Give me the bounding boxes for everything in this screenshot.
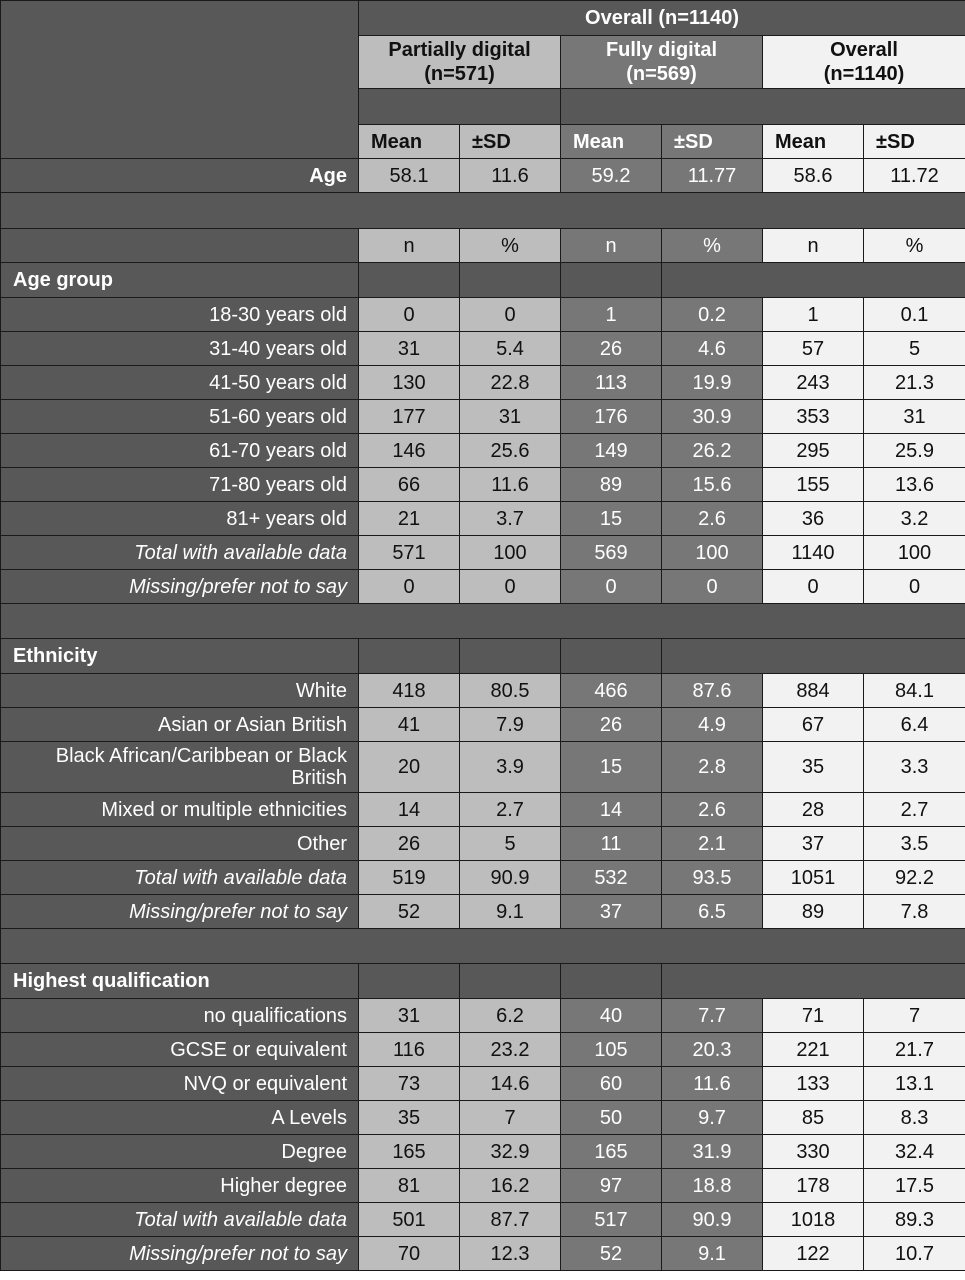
cell-value: 25.6: [460, 434, 561, 468]
sd-header: ±SD: [460, 125, 561, 159]
section-spacer: [561, 964, 662, 999]
cell-value: 30.9: [662, 400, 763, 434]
table-row: [1, 332, 965, 366]
cell-value: 87.6: [662, 674, 763, 708]
cell-value: 155: [763, 468, 864, 502]
cell-value: 20.3: [662, 1033, 763, 1067]
cell-value: 17.5: [864, 1169, 965, 1203]
table-row: [1, 827, 965, 861]
cell-value: 5: [460, 827, 561, 861]
row-label: NVQ or equivalent: [1, 1067, 359, 1101]
cell-value: 165: [561, 1135, 662, 1169]
cell-value: 20: [359, 742, 460, 793]
cell-value: 7.8: [864, 895, 965, 929]
cell-value: 2.7: [460, 793, 561, 827]
mean-header: Mean: [561, 125, 662, 159]
section-spacer: [359, 964, 460, 999]
cell-value: 3.3: [864, 742, 965, 793]
table-row: [1, 434, 965, 468]
cell-value: 519: [359, 861, 460, 895]
cell-value: 501: [359, 1203, 460, 1237]
n-header: n: [763, 229, 864, 263]
cell-value: 80.5: [460, 674, 561, 708]
cell-value: 243: [763, 366, 864, 400]
cell-value: 35: [359, 1101, 460, 1135]
cell-value: 176: [561, 400, 662, 434]
sd-header: ±SD: [864, 125, 965, 159]
group-header-overall: [763, 36, 965, 89]
cell-value: 5.4: [460, 332, 561, 366]
row-label: 18-30 years old: [1, 298, 359, 332]
cell-value: 9.1: [662, 1237, 763, 1271]
group-n: (n=569): [626, 63, 697, 85]
cell-value: 177: [359, 400, 460, 434]
cell-value: 122: [763, 1237, 864, 1271]
row-label: 61-70 years old: [1, 434, 359, 468]
group-label: Fully digital: [605, 39, 718, 61]
cell-value: 8.3: [864, 1101, 965, 1135]
cell-value: 6.5: [662, 895, 763, 929]
cell-value: 7: [864, 999, 965, 1033]
cell-value: 2.7: [864, 793, 965, 827]
row-label: A Levels: [1, 1101, 359, 1135]
table-row: [1, 999, 965, 1033]
cell-value: 15: [561, 502, 662, 536]
cell-value: 9.1: [460, 895, 561, 929]
cell-value: 0: [561, 570, 662, 604]
row-label: Total with available data: [1, 1203, 359, 1237]
cell-value: 26.2: [662, 434, 763, 468]
cell-value: 1: [763, 298, 864, 332]
row-label: 41-50 years old: [1, 366, 359, 400]
cell-value: 466: [561, 674, 662, 708]
cell-value: 116: [359, 1033, 460, 1067]
cell-value: 1140: [763, 536, 864, 570]
cell-value: 37: [561, 895, 662, 929]
cell-value: 178: [763, 1169, 864, 1203]
header-spacer: [561, 89, 965, 125]
section-title: Age group: [1, 263, 359, 298]
table-row: [1, 1135, 965, 1169]
cell-value: 32.4: [864, 1135, 965, 1169]
cell-value: 32.9: [460, 1135, 561, 1169]
section-spacer: [662, 263, 965, 298]
table-row: [1, 1067, 965, 1101]
cell-value: 13.1: [864, 1067, 965, 1101]
cell-value: 105: [561, 1033, 662, 1067]
age-value: 58.6: [763, 159, 864, 193]
cell-value: 31.9: [662, 1135, 763, 1169]
cell-value: 7: [460, 1101, 561, 1135]
row-label: Degree: [1, 1135, 359, 1169]
cell-value: 23.2: [460, 1033, 561, 1067]
cell-value: 571: [359, 536, 460, 570]
group-header-partially-digital: [359, 36, 561, 89]
cell-value: 2.6: [662, 502, 763, 536]
pct-header: %: [864, 229, 965, 263]
cell-value: 149: [561, 434, 662, 468]
cell-value: 569: [561, 536, 662, 570]
group-label: Partially digital: [388, 39, 531, 61]
cell-value: 353: [763, 400, 864, 434]
cell-value: 31: [359, 332, 460, 366]
cell-value: 130: [359, 366, 460, 400]
table-row: [1, 400, 965, 434]
section-title: Ethnicity: [1, 639, 359, 674]
cell-value: 22.8: [460, 366, 561, 400]
cell-value: 14.6: [460, 1067, 561, 1101]
cell-value: 330: [763, 1135, 864, 1169]
cell-value: 2.8: [662, 742, 763, 793]
cell-value: 1018: [763, 1203, 864, 1237]
cell-value: 14: [561, 793, 662, 827]
cell-value: 70: [359, 1237, 460, 1271]
cell-value: 57: [763, 332, 864, 366]
group-n: (n=571): [424, 63, 495, 85]
row-label: Missing/prefer not to say: [1, 1237, 359, 1271]
section-spacer: [561, 263, 662, 298]
group-header-fully-digital: [561, 36, 763, 89]
cell-value: 2.1: [662, 827, 763, 861]
cell-value: 67: [763, 708, 864, 742]
row-label: Asian or Asian British: [1, 708, 359, 742]
cell-value: 3.5: [864, 827, 965, 861]
n-header: n: [359, 229, 460, 263]
cell-value: 7.7: [662, 999, 763, 1033]
cell-value: 84.1: [864, 674, 965, 708]
cell-value: 60: [561, 1067, 662, 1101]
cell-value: 0: [359, 298, 460, 332]
cell-value: 1: [561, 298, 662, 332]
section-spacer: [460, 639, 561, 674]
row-label: 81+ years old: [1, 502, 359, 536]
cell-value: 26: [359, 827, 460, 861]
spacer-row: [1, 929, 965, 964]
cell-value: 89: [763, 895, 864, 929]
table-row: [1, 708, 965, 742]
cell-value: 35: [763, 742, 864, 793]
sd-header: ±SD: [662, 125, 763, 159]
row-label: GCSE or equivalent: [1, 1033, 359, 1067]
cell-value: 89: [561, 468, 662, 502]
cell-value: 3.7: [460, 502, 561, 536]
section-spacer: [359, 639, 460, 674]
cell-value: 3.2: [864, 502, 965, 536]
cell-value: 71: [763, 999, 864, 1033]
n-header: n: [561, 229, 662, 263]
cell-value: 9.7: [662, 1101, 763, 1135]
cell-value: 52: [359, 895, 460, 929]
row-label: no qualifications: [1, 999, 359, 1033]
cell-value: 0: [359, 570, 460, 604]
cell-value: 2.6: [662, 793, 763, 827]
table-row: [1, 793, 965, 827]
section-spacer: [561, 639, 662, 674]
cell-value: 13.6: [864, 468, 965, 502]
cell-value: 90.9: [460, 861, 561, 895]
cell-value: 21.7: [864, 1033, 965, 1067]
row-label: Missing/prefer not to say: [1, 895, 359, 929]
row-label: 71-80 years old: [1, 468, 359, 502]
section-spacer: [662, 639, 965, 674]
cell-value: 14: [359, 793, 460, 827]
cell-value: 25.9: [864, 434, 965, 468]
cell-value: 4.6: [662, 332, 763, 366]
section-spacer: [460, 263, 561, 298]
header-corner: [1, 1, 359, 159]
row-label: White: [1, 674, 359, 708]
cell-value: 0: [460, 298, 561, 332]
age-label: Age: [1, 159, 359, 193]
cell-value: 0.2: [662, 298, 763, 332]
cell-value: 19.9: [662, 366, 763, 400]
cell-value: 50: [561, 1101, 662, 1135]
age-value: 59.2: [561, 159, 662, 193]
table-row: [1, 366, 965, 400]
cell-value: 146: [359, 434, 460, 468]
group-n: (n=1140): [823, 63, 905, 85]
cell-value: 0.1: [864, 298, 965, 332]
cell-value: 7.9: [460, 708, 561, 742]
mean-header: Mean: [359, 125, 460, 159]
cell-value: 4.9: [662, 708, 763, 742]
cell-value: 517: [561, 1203, 662, 1237]
cell-value: 133: [763, 1067, 864, 1101]
cell-value: 31: [460, 400, 561, 434]
cell-value: 89.3: [864, 1203, 965, 1237]
cell-value: 26: [561, 708, 662, 742]
section-spacer: [359, 263, 460, 298]
cell-value: 28: [763, 793, 864, 827]
section-title: Highest qualification: [1, 964, 359, 999]
cell-value: 0: [460, 570, 561, 604]
row-label: Total with available data: [1, 861, 359, 895]
age-value: 11.72: [864, 159, 965, 193]
cell-value: 100: [864, 536, 965, 570]
table-row: [1, 502, 965, 536]
pct-header: %: [460, 229, 561, 263]
table-row: [1, 895, 965, 929]
cell-value: 15: [561, 742, 662, 793]
group-label: Overall: [830, 39, 898, 61]
cell-value: 0: [864, 570, 965, 604]
mean-header: Mean: [763, 125, 864, 159]
table-row: [1, 1203, 965, 1237]
cell-value: 41: [359, 708, 460, 742]
cell-value: 36: [763, 502, 864, 536]
row-label: Other: [1, 827, 359, 861]
cell-value: 85: [763, 1101, 864, 1135]
table-row: [1, 1237, 965, 1271]
cell-value: 10.7: [864, 1237, 965, 1271]
table-row: [1, 468, 965, 502]
cell-value: 100: [662, 536, 763, 570]
cell-value: 532: [561, 861, 662, 895]
cell-value: 11: [561, 827, 662, 861]
table-row: [1, 861, 965, 895]
cell-value: 0: [662, 570, 763, 604]
cell-value: 18.8: [662, 1169, 763, 1203]
row-label: Higher degree: [1, 1169, 359, 1203]
row-label: Missing/prefer not to say: [1, 570, 359, 604]
cell-value: 52: [561, 1237, 662, 1271]
np-header-corner: [1, 229, 359, 263]
cell-value: 1051: [763, 861, 864, 895]
cell-value: 11.6: [662, 1067, 763, 1101]
cell-value: 11.6: [460, 468, 561, 502]
cell-value: 165: [359, 1135, 460, 1169]
cell-value: 93.5: [662, 861, 763, 895]
cell-value: 31: [359, 999, 460, 1033]
table-row: [1, 298, 965, 332]
table-row: [1, 674, 965, 708]
cell-value: 92.2: [864, 861, 965, 895]
cell-value: 113: [561, 366, 662, 400]
cell-value: 418: [359, 674, 460, 708]
cell-value: 15.6: [662, 468, 763, 502]
cell-value: 221: [763, 1033, 864, 1067]
cell-value: 100: [460, 536, 561, 570]
cell-value: 884: [763, 674, 864, 708]
cell-value: 5: [864, 332, 965, 366]
cell-value: 6.2: [460, 999, 561, 1033]
section-spacer: [662, 964, 965, 999]
cell-value: 16.2: [460, 1169, 561, 1203]
row-label: 51-60 years old: [1, 400, 359, 434]
cell-value: 21: [359, 502, 460, 536]
table-row: [1, 536, 965, 570]
table-row: [1, 1169, 965, 1203]
cell-value: 37: [763, 827, 864, 861]
cell-value: 31: [864, 400, 965, 434]
cell-value: 66: [359, 468, 460, 502]
cell-value: 3.9: [460, 742, 561, 793]
row-label: 31-40 years old: [1, 332, 359, 366]
cell-value: 21.3: [864, 366, 965, 400]
cell-value: 90.9: [662, 1203, 763, 1237]
section-spacer: [460, 964, 561, 999]
row-label: Total with available data: [1, 536, 359, 570]
header-spacer: [359, 89, 561, 125]
table-row: [1, 1033, 965, 1067]
cell-value: 40: [561, 999, 662, 1033]
overall-title: Overall (n=1140): [359, 1, 965, 36]
spacer-row: [1, 604, 965, 639]
cell-value: 97: [561, 1169, 662, 1203]
table-row: [1, 742, 965, 793]
cell-value: 6.4: [864, 708, 965, 742]
age-value: 11.77: [662, 159, 763, 193]
age-value: 58.1: [359, 159, 460, 193]
cell-value: 87.7: [460, 1203, 561, 1237]
table-row: [1, 1101, 965, 1135]
row-label: Black African/Caribbean or Black British: [1, 742, 359, 793]
cell-value: 295: [763, 434, 864, 468]
pct-header: %: [662, 229, 763, 263]
age-value: 11.6: [460, 159, 561, 193]
cell-value: 12.3: [460, 1237, 561, 1271]
row-label: Mixed or multiple ethnicities: [1, 793, 359, 827]
table-row: [1, 570, 965, 604]
cell-value: 81: [359, 1169, 460, 1203]
cell-value: 73: [359, 1067, 460, 1101]
cell-value: 26: [561, 332, 662, 366]
cell-value: 0: [763, 570, 864, 604]
spacer-row: [1, 193, 965, 229]
